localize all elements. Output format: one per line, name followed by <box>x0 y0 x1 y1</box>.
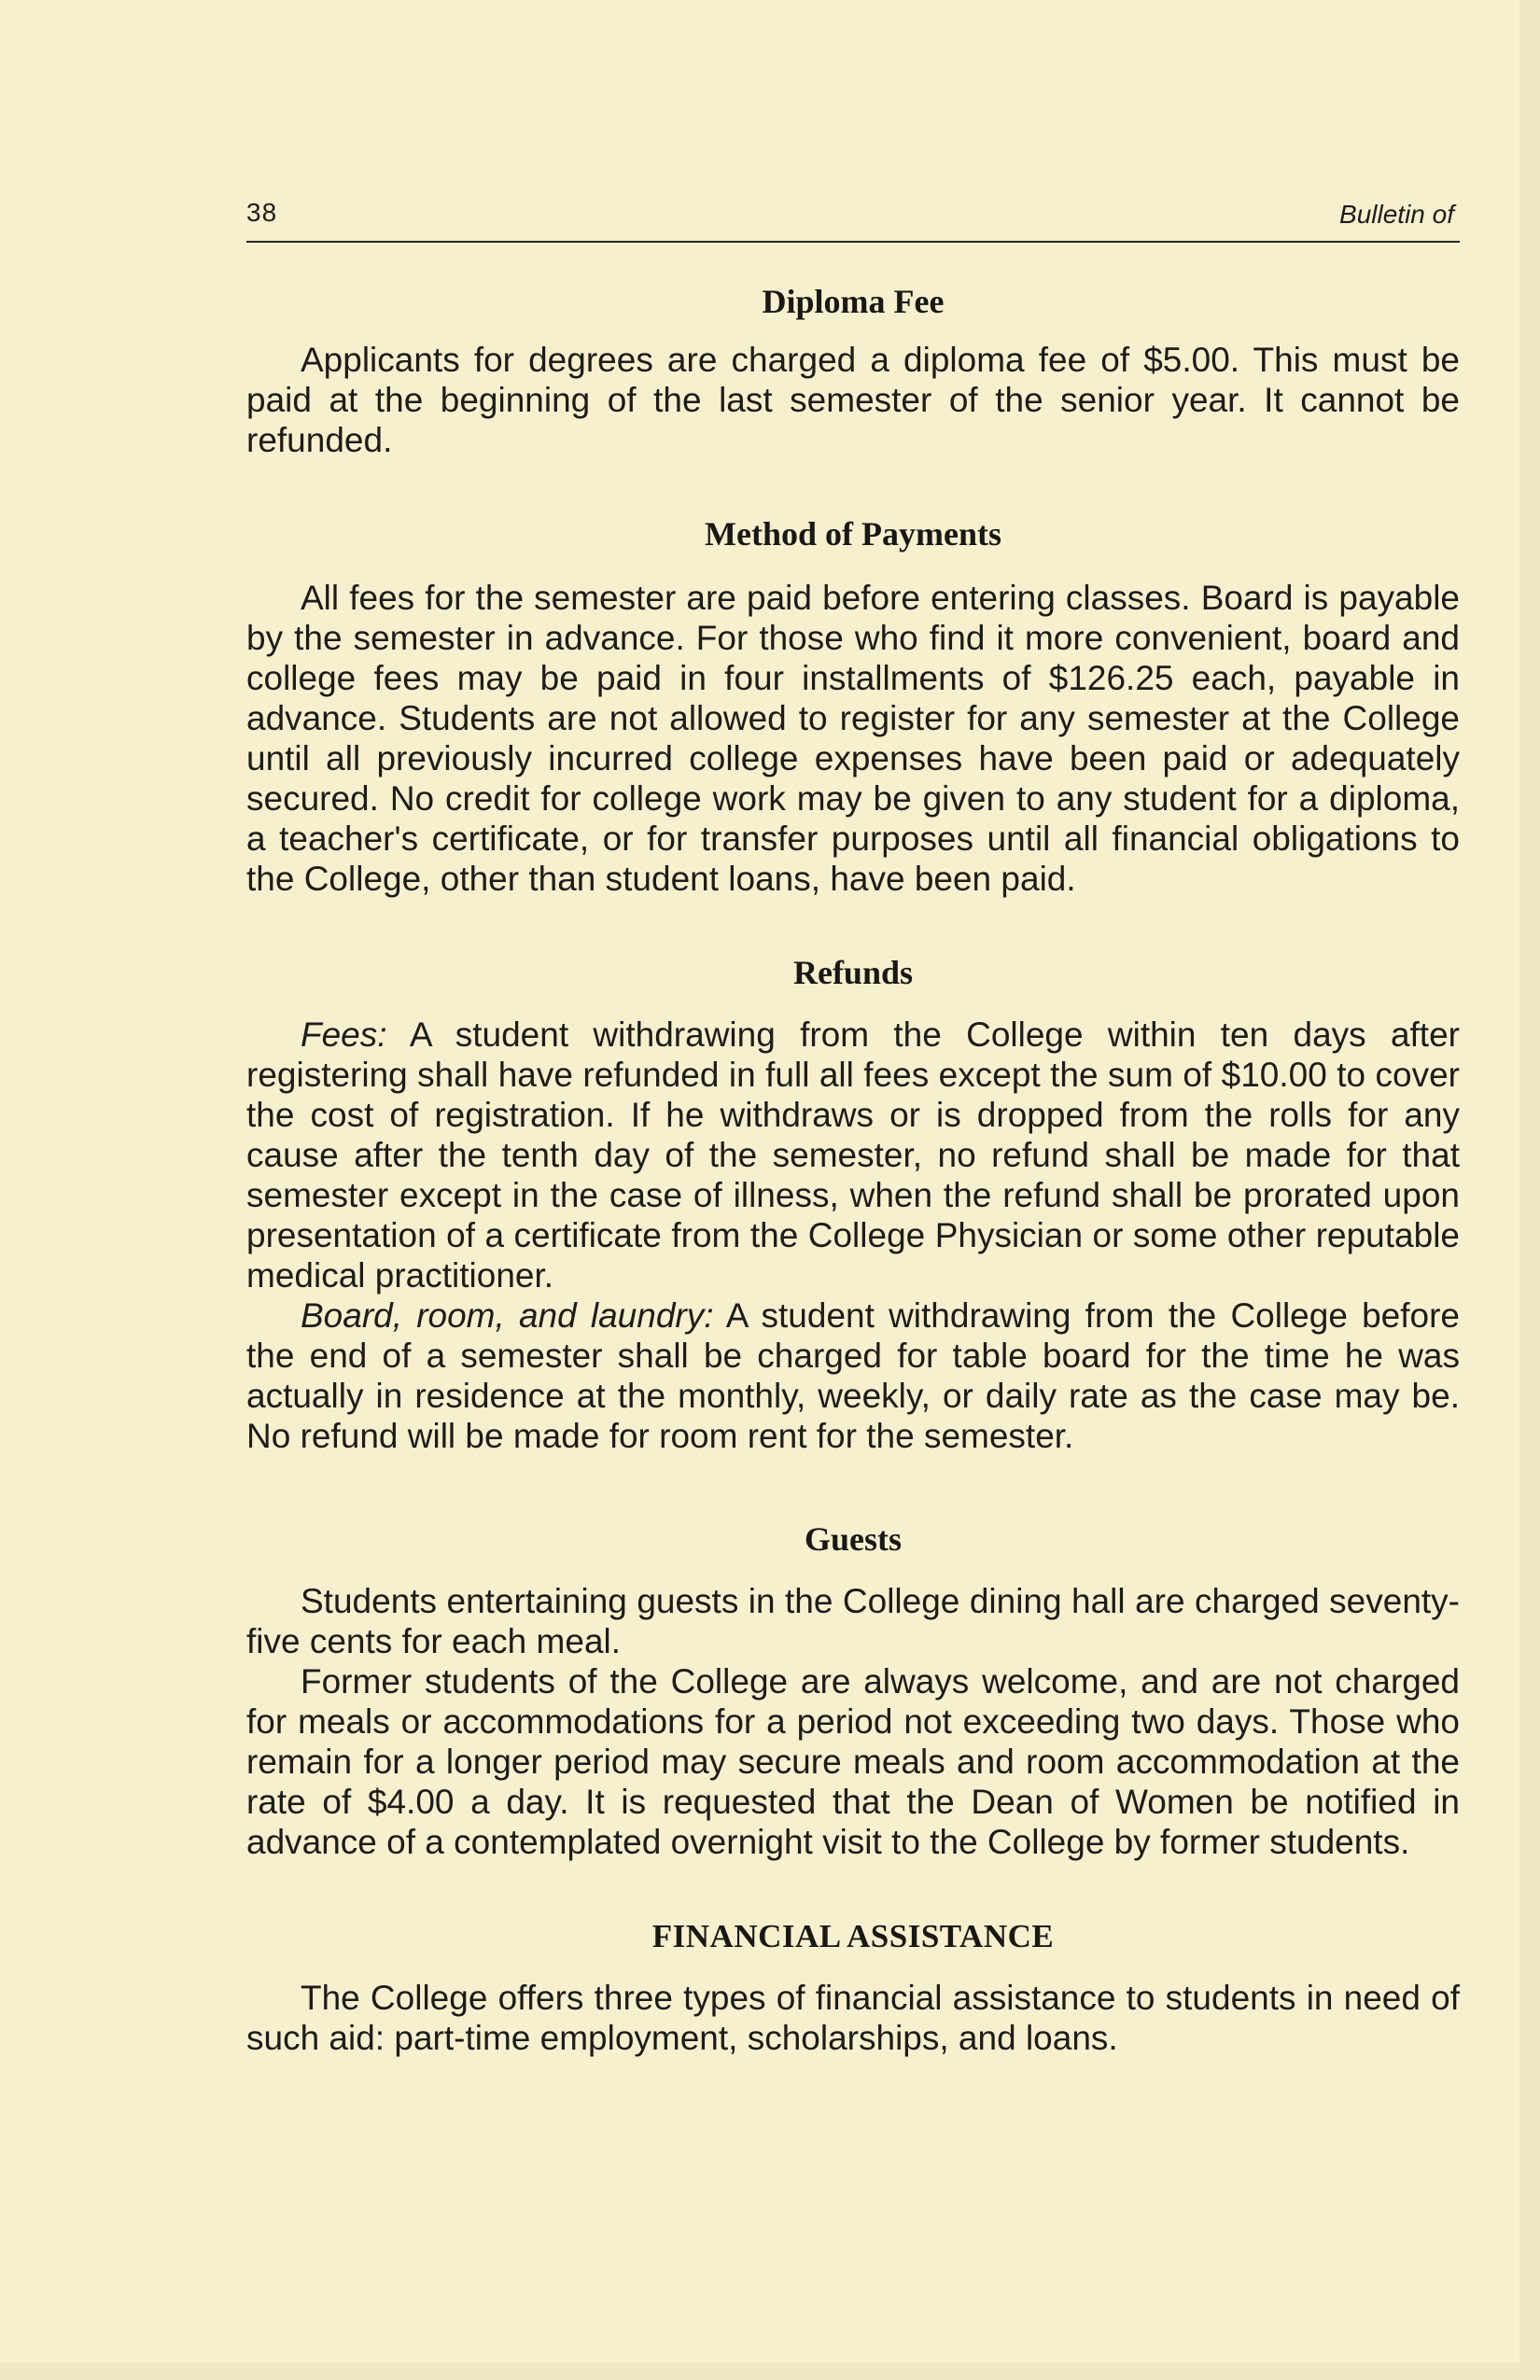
paragraph-refunds-fees <box>246 1015 1460 1295</box>
heading-diploma-fee: Diploma Fee <box>762 283 945 320</box>
page-edge-right <box>1519 0 1540 2380</box>
paragraph-refunds-board <box>246 1295 1460 1456</box>
heading-method-of-payments: Method of Payments <box>705 515 1001 553</box>
running-head <box>246 198 1460 243</box>
page-content <box>246 198 1460 2058</box>
refunds-board-text: A student withdrawing from the College before the end of a semester shall be charged for table board for the time he was actually in residence at the monthly, weekly, or daily rate as the case may be. No refund will be made for room rent for the semester. <box>246 1296 1461 1455</box>
page-edge-bottom <box>0 2363 1540 2380</box>
heading-refunds: Refunds <box>792 954 914 991</box>
heading-guests: Guests <box>804 1520 902 1558</box>
lead-in-board-room-laundry: Board, room, and laundry: <box>301 1296 714 1335</box>
heading-financial-assistance: FINANCIAL ASSISTANCE <box>651 1918 1055 1954</box>
refunds-fees-text: A student withdrawing from the College within ten days after registering shall have refunded in full all fees except the sum of $10.00 to cover the cost of registration. If he withdraws or is dropped from the rolls for any cause after the tenth day of the semester, no refund shall be made for that semester except in the case of illness, when the refund shall be prorated upon presentation of a certificate from the College Physician or some other reputable medical practitioner. <box>246 1015 1460 1295</box>
paragraph-financial-assistance: The College offers three types of financial assistance to students in need of such aid: part-time employment, scholarships, and loans. <box>246 1979 1460 2057</box>
lead-in-fees: Fees: <box>301 1015 387 1054</box>
paragraph-diploma-fee: Applicants for degrees are charged a diploma fee of $5.00. This must be paid at the beginning of the last semester of the senior year. It cannot be refunded. <box>246 341 1460 459</box>
running-title: Bulletin of <box>1339 200 1454 229</box>
paragraph-guests-meals: Students entertaining guests in the College dining hall are charged seventy-five cents for each meal. <box>246 1582 1460 1660</box>
paragraph-guests-former-students: Former students of the College are always welcome, and are not charged for meals or accommodations for a period not exceeding two days. Those who remain for a longer period may secure meals and room accommodation at the rate of $4.00 a day. It is requested that the Dean of Women be notified in advance of a contemplated overnight visit to the College by former students. <box>246 1662 1460 1861</box>
paragraph-method-of-payments: All fees for the semester are paid before entering classes. Board is payable by the semester in advance. For those who find it more convenient, board and college fees may be paid in four installments of $126.25 each, payable in advance. Students are not allowed to register for any semester at the College until all previously incurred college expenses have been paid or adequately secured. No credit for college work may be given to any student for a diploma, a teacher's certificate, or for transfer purposes until all financial obligations to the College, other than student loans, have been paid. <box>246 579 1460 898</box>
page-number: 38 <box>246 198 278 227</box>
